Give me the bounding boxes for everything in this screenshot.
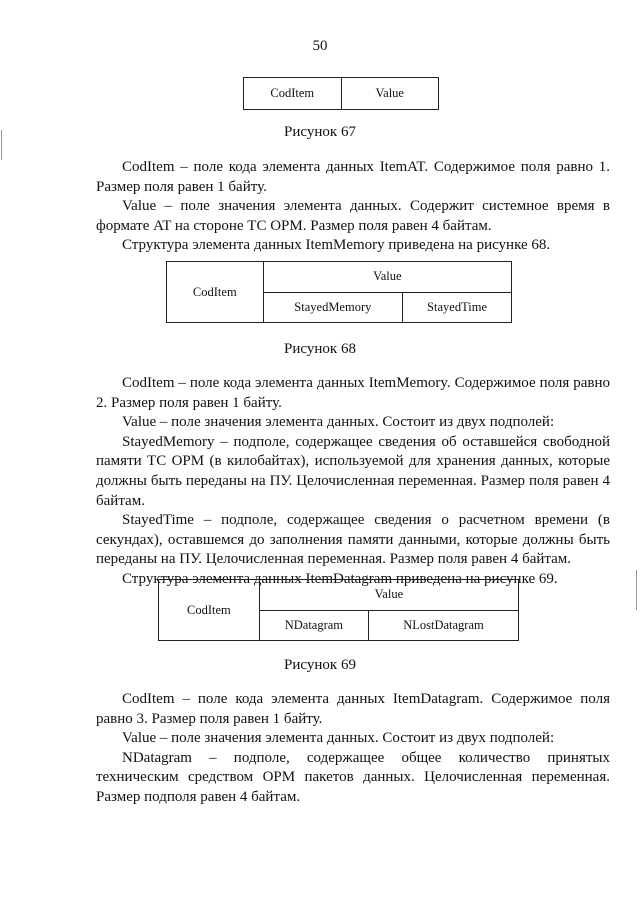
cell-coditem: CodItem	[167, 262, 264, 323]
figure-69-table	[158, 579, 519, 641]
paragraph: CodItem – поле кода элемента данных ItemAT. Содержимое поля равно 1. Размер поля равен 1 байту.	[96, 159, 610, 195]
scan-edge-mark	[1, 130, 2, 160]
cell-stayedmemory: StayedMemory	[263, 292, 402, 323]
text-block-3	[96, 690, 610, 808]
text-block-1	[96, 158, 610, 256]
scan-edge-mark	[636, 570, 637, 610]
cell-value: Value	[259, 580, 518, 611]
page-number: 50	[312, 38, 328, 54]
paragraph: Value – поле значения элемента данных. Состоит из двух подполей:	[122, 414, 555, 431]
paragraph: Value – поле значения элемента данных. Состоит из двух подполей:	[122, 730, 555, 747]
paragraph: Value – поле значения элемента данных. Содержит системное время в формате AT на стороне ТС ОРМ. Размер поля равен 4 байтам.	[96, 198, 610, 234]
paragraph: StayedTime – подполе, содержащее сведения о расчетном времени (в секундах), оставшемся до заполнения памяти данными, которые должны быть переданы на ПУ. Целочисленная переменная. Размер поля равен 4 байтам.	[96, 512, 610, 568]
figure-68-caption: Рисунок 68	[284, 341, 356, 357]
paragraph: CodItem – поле кода элемента данных ItemMemory. Содержимое поля равно 2. Размер поля равен 1 байту.	[96, 375, 610, 411]
paragraph: Структура элемента данных ItemDatagram приведена на рисунке 69.	[122, 570, 558, 587]
figure-67-table	[243, 77, 439, 110]
text-block-2	[96, 374, 610, 590]
figure-68-table	[166, 261, 512, 323]
cell-value: Value	[263, 262, 511, 293]
paragraph: StayedMemory – подполе, содержащее сведения об оставшейся свободной памяти ТС ОРМ (в килобайтах), используемой для хранения данных, которые должны быть переданы на ПУ. Целочисленная переменная. Размер поля равен 4 байтам.	[96, 433, 610, 509]
cell-value: Value	[341, 78, 439, 110]
paragraph: Структура элемента данных ItemMemory приведена на рисунке 68.	[122, 237, 551, 254]
cell-nlostdatagram: NLostDatagram	[368, 610, 518, 641]
cell-coditem: CodItem	[244, 78, 342, 110]
cell-ndatagram: NDatagram	[259, 610, 368, 641]
figure-69-caption: Рисунок 69	[284, 657, 356, 673]
figure-67-caption: Рисунок 67	[284, 124, 356, 140]
cell-coditem: CodItem	[159, 580, 260, 641]
paragraph: NDatagram – подполе, содержащее общее количество принятых техническим средством ОРМ пакетов данных. Целочисленная переменная. Размер подполя равен 4 байтам.	[96, 749, 610, 805]
paragraph: CodItem – поле кода элемента данных ItemDatagram. Содержимое поля равно 3. Размер поля равен 1 байту.	[96, 691, 610, 727]
cell-stayedtime: StayedTime	[403, 292, 512, 323]
